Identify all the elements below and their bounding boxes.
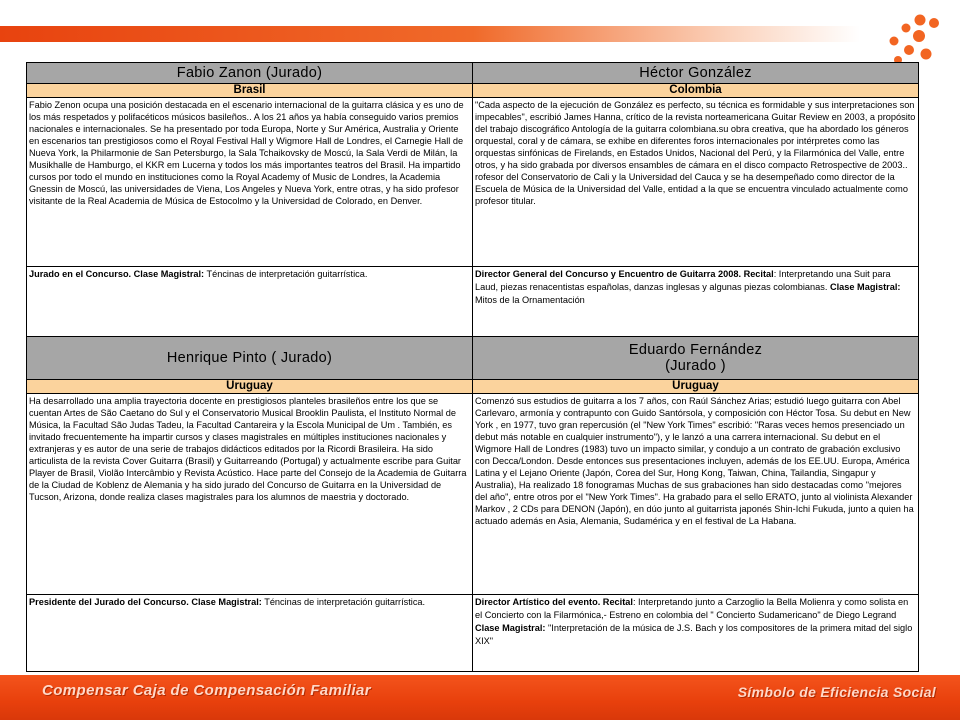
role-description: Téncinas de interpretación guitarrística. [204,269,368,279]
juror-name-line: (Jurado ) [665,358,726,374]
juror-name-line: Eduardo Fernández [628,342,763,358]
juror-role-hector-gonzalez [473,267,919,337]
role-title: Presidente del Jurado del Concurso. Clase Magistral: [29,597,262,607]
juror-name-fabio-zanon: Fabio Zanon (Jurado) [27,63,473,84]
juror-bio-fabio-zanon: Fabio Zenon ocupa una posición destacada en el escenario internacional de la guitarra clásica y es uno de los más respetados y polifacéticos músicos basileños.. A los 21 años ya había conseguido varios premios nacionales e internacionales. Se ha presentado por toda Europa, Norte y Sur América, Australia y Oriente en escenarios tan prestigiosos como el Royal Festival Hall y Wigmore Hall de Londres, el Carnegie Hall de Nueva York, la Philarmonie de San Petersburgo, la Sala Tchaikovsky de Moscú, la Sala Verdi de Milán, la Musikhalle de Hamburgo, el KKR em Lucerna y todos los más importantes teatros del Brasil. Ha impartido cursos por todo el mundo en instituciones como la Royal Academy of Music de Londres, la Academia Gnessin de Moscú, las universidades de Viena, Los Angeles y Nueva York, entre otras, y ha sido profesor visitante de la Real Academia de Música de Estocolmo y la Universidad de Colorado, en Denver. [27,98,473,267]
juror-country-hector-gonzalez: Colombia [473,84,919,98]
footer-company-name: Compensar Caja de Compensación Familiar [42,682,372,699]
juror-country-henrique-pinto: Uruguay [27,380,473,394]
masterclass-description: Mitos de la Ornamentación [475,295,585,305]
juror-country-eduardo-fernandez: Uruguay [473,380,919,394]
jury-table [26,62,919,672]
masterclass-description: "Interpretación de la música de J.S. Bach y los compositores de la primera mitad del siglo XIX" [475,623,913,646]
footer-slogan: Símbolo de Eficiencia Social [737,684,936,700]
juror-country-fabio-zanon: Brasil [27,84,473,98]
juror-name-hector-gonzalez: Héctor González [473,63,919,84]
role-description: : Interpretando una Suit para Laud, piezas renacentistas españolas, danzas inglesas y algunas piezas colombianas. [475,269,891,292]
juror-bio-hector-gonzalez: "Cada aspecto de la ejecución de González es perfecto, su técnica es formidable y sus interpretaciones son impecables", escribió James Hanna, crítico de la revista norteamericana Guitar Review en 2003, a propósito del trabajo discográfico Antología de la guitarra colombiana.su obra creativa, que ha abordado los géneros orquestal, coral y de cámara, se exhibe en diferentes foros internacionales por intérpretes como las orquestas sinfónicas de Firelands, en Estados Unidos, Nacional del Perú, y la Filarmónica del Valle, entre otros, y ha sido grabada por diversos ensambles de cámara en el disco compacto Retrospective de 2003.. rofesor del Conservatorio de Cali y la Universidad del Cauca y se ha desempeñado como director de la Escuela de Música de la Universidad del Valle, entidad a la que se encuentra vinculado actualmente como profesor titular. [473,98,919,267]
juror-role-fabio-zanon [27,267,473,337]
role-title: Jurado en el Concurso. Clase Magistral: [29,269,205,279]
juror-name-eduardo-fernandez [473,337,919,380]
top-accent-bar [0,26,860,42]
juror-name-henrique-pinto: Henrique Pinto ( Jurado) [27,337,473,380]
role-description: : Interpretando junto a Carzoglio la Bella Molienra y como solista en el Concierto con la Filarmónica,- Estreno en colombia del " Concierto Sudamericano" de Diego Legrand [475,597,909,620]
juror-role-henrique-pinto [27,595,473,672]
role-title: Director General del Concurso y Encuentro de Guitarra 2008. Recital [475,269,774,279]
juror-bio-eduardo-fernandez: Comenzó sus estudios de guitarra a los 7 años, con Raúl Sánchez Arias; estudió luego guitarra con Abel Carlevaro, armonía y contrapunto con Guido Santórsola, y composición con Héctor Tosa. Su debut en New York , en 1977, tuvo gran repercusión (el "New York Times" escribió: "Raras veces hemos presenciado un debut más notable en cualquier instrumento"), y le lanzó a una carrera internacional. Su debut en el Wigmore Hall de Londres (1983) tuvo un impacto similar, y condujo a un contrato de grabación exclusivo con Decca/London. Desde entonces sus presentaciones incluyen, además de los EE.UU. Europa, América Latina y el Lejano Oriente (Japón, Corea del Sur, Hong Kong, Taiwan, China, Tailandia, Singapur y Australia), Ha realizado 18 fonogramas Muchas de sus grabaciones han sido destacadas como "mejores del año", entre otros por el "New York Times". Ha grabado para el sello ERATO, junto al violinista Alexander Markov , 2 CDs para DENON (Japón), en dúo junto al guitarrista japonés Shin-Ichi Fukuda, junto a quien ha actuado además en Asia, Alemania, Sudamérica y en el festival de La Habana. [473,394,919,595]
role-title: Director Artístico del evento. Recital [475,597,633,607]
juror-bio-henrique-pinto: Ha desarrollado una amplia trayectoria docente en prestigiosos planteles brasileños entre los que se cuentan Artes de São Caetano do Sul y el Conservatorio Musical Brooklin Paulista, el Instituto Normal de Música, la Facultad São Judas Tadeu, la Facultad Cantareira y la Escola Municipal de Um . También, es invitado frecuentemente ha impartir cursos y clases magistrales en múltiples instituciones nacionales y extranjeras y es autor de una serie de trabajos didácticos editados por la Ricordi Brasileira. Ha sido articulista de la revista Cover Guitarra (Brasil) y Guitarreando (Portugal) y actualmente escribe para Guitar Player de Brasil, Violão Intercâmbio y Revista Acústico. Hace parte del Consejo de la Academia de Guitarra de la Ciudad de Koblenz de Alemania y ha sido jurado del Concurso de Guitarra en la Universidad de Tucson, Arizona, donde realiza clases magistrales para los alumnos de maestria y doctorado. [27,394,473,595]
masterclass-title: Clase Magistral: [475,623,546,633]
juror-role-eduardo-fernandez [473,595,919,672]
role-description: Téncinas de interpretación guitarrística. [261,597,426,607]
masterclass-title: Clase Magistral: [829,282,901,292]
